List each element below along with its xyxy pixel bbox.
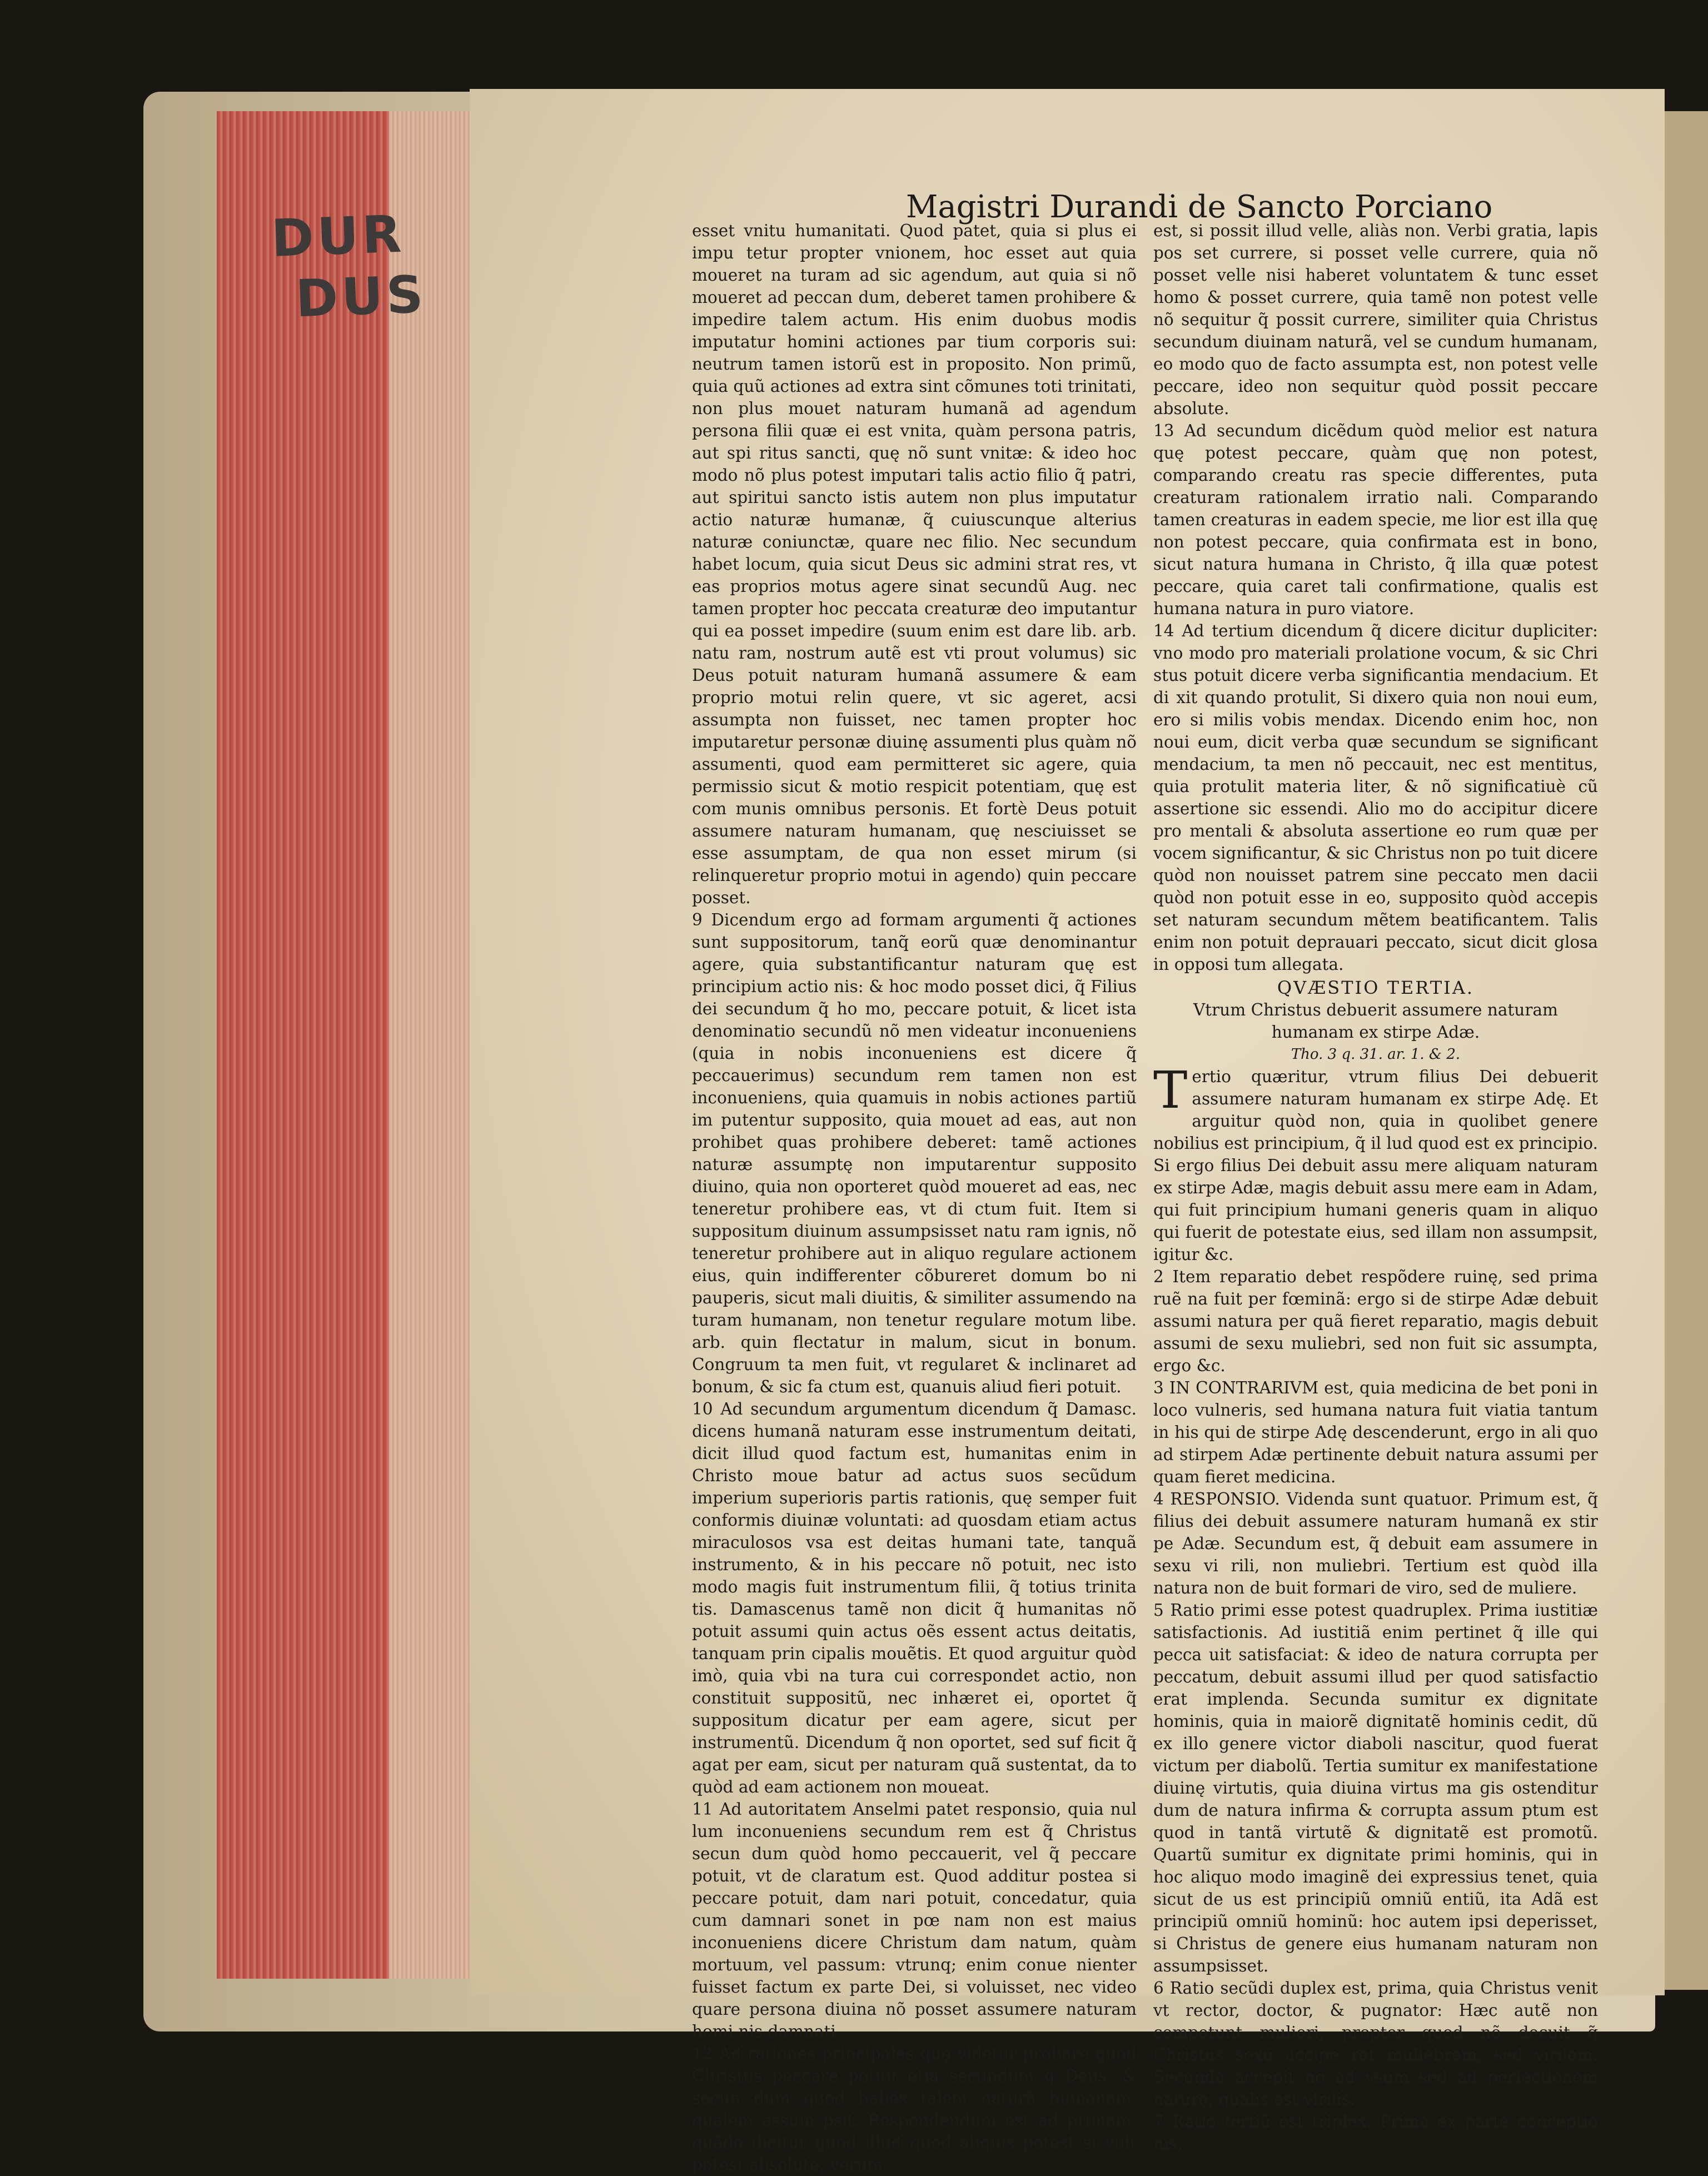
question-paragraph-6: 6 Ratio secũdi duplex est, prima, quia Christus venit vt rector, doctor, & pugnator: Hæc autẽ non competunt mulieri, propter quod nõ decuit q̃ Christus sexũ accipe ret muliebrem, sed virilem. Secunda accepit nõ ad vsum sed ad perfectionem naturę, qualis est virilis. [1153, 1979, 1598, 2109]
question-heading: QVÆSTIO TERTIA. [1277, 977, 1475, 998]
spine-label-line-2: DUS [295, 265, 428, 329]
question-paragraph-5: 5 Ratio primi esse potest quadruplex. Prima iustitiæ satisfactionis. Ad iustitiã enim pertinet q̃ ille qui pecca uit satisfaciat: & ideo de natura corrupta per peccatum, debuit assumi illud per quod satisfactio erat implenda. Secunda sumitur ex dignitate hominis, quia in maiorẽ dignitatẽ hominis cedit, dũ ex illo genere victor diaboli nascitur, quod fuerat victum per diabolũ. Tertia sumitur ex manifestatione diuinę virtutis, quia diuina virtus ma gis ostenditur dum de natura infirma & corrupta assum ptum est quod in tantã virtutẽ & dignitatẽ est promotũ. Quartũ sumitur ex dignitate primi hominis, qui in hoc aliquo modo imaginẽ dei expressius tenet, quia sicut de us est principiũ omniũ entiũ, ita Adã est principiũ omniũ hominũ: hoc autem ipsi deperisset, si Christus de genere eius humanam naturam non assumpsisset. [1153, 1601, 1598, 1975]
question-first-paragraph [1153, 1060, 1598, 1266]
left-column [692, 220, 1137, 2176]
left-paragraph-4: 11 Ad autoritatem Anselmi patet responsio, quia nul lum inconueniens secundum rem est q̃ Christus secun dum quòd homo peccauerit, vel q̃ peccare potuit, vt de claratum est. Quod additur postea si peccare potuit, dam nari potuit, concedatur, quia cum damnari sonet in pœ nam non est maius inconueniens dicere Christum dam natum, quàm mortuum, vel passum: vtrunq; enim conue nienter fuisset factum ex parte Dei, si voluisset, nec video quare persona diuina nõ posset assumere naturam homi nis damnati. [692, 1800, 1137, 2041]
right-column [1153, 220, 1598, 2155]
left-paragraph-3: 10 Ad secundum argumentum dicendum q̃ Damasc. dicens humanã naturam esse instrumentum deitati, dicit illud quod factum est, humanitas enim in Christo moue batur ad actus suos secũdum imperium superioris partis rationis, quę semper fuit conformis diuinæ voluntati: ad quosdam etiam actus miraculosos vsa est deitas humani tate, tanquã instrumento, & in his peccare nõ potuit, nec isto modo magis fuit instrumentum filii, q̃ totius trinita tis. Damascenus tamẽ non dicit q̃ humanitas nõ potuit assumi quin actus oẽs essent actus deitatis, tanquam prin cipalis mouẽtis. Et quod arguitur quòd imò, quia vbi na tura cui correspondet actio, non constituit suppositũ, nec inhæret ei, oportet q̃ suppositum dicatur per eam agere, sicut per instrumentũ. Dicendum q̃ non oportet, sed suf ficit q̃ agat per eam, sicut per naturam quã sustentat, da to quòd ad eam actionem non moueat. [692, 1400, 1137, 1796]
question-paragraph-2: 2 Item reparatio debet respõdere ruinę, sed prima ruẽ na fuit per fœminã: ergo si de stirpe Adæ debuit assumi natura per quã fieret reparatio, magis debuit assumi de sexu muliebri, sed non fuit sic assumpta, ergo &c. [1153, 1267, 1598, 1375]
right-paragraph-1: est, si possit illud velle, aliàs non. Verbi gratia, lapis pos set currere, si posset velle currere, quia nõ posset velle nisi haberet voluntatem & tunc esset homo & posset currere, quia tamẽ non potest velle nõ sequitur q̃ possit currere, similiter quia Christus secundum diuinam naturã, vel se cundum humanam, eo modo quo de facto assumpta est, non potest velle peccare, ideo non sequitur quòd possit peccare absolute. [1153, 221, 1598, 418]
drop-cap: T [1153, 1060, 1188, 1120]
question-paragraph-4: 4 RESPONSIO. Videnda sunt quatuor. Primum est, q̃ filius dei debuit assumere naturam humanã ex stir pe Adæ. Secundum est, q̃ debuit eam assumere in sexu vi rili, non muliebri. Tertium est quòd illa natura non de buit formari de viro, sed de muliere. [1153, 1490, 1598, 1597]
left-paragraph-1: esset vnitu humanitati. Quod patet, quia si plus ei impu tetur propter vnionem, hoc esset aut quia moueret na turam ad sic agendum, aut quia si nõ moueret ad peccan dum, deberet tamen prohibere & impedire talem actum. His enim duobus modis imputatur homini actiones par tium corporis sui: neutrum tamen istorũ est in proposito. Non primũ, quia quũ actiones ad extra sint cõmunes toti trinitati, non plus mouet naturam humanã ad agendum persona filii quæ ei est vnita, quàm persona patris, aut spi ritus sancti, quę nõ sunt vnitæ: & ideo hoc modo nõ plus potest imputari talis actio filio q̃ patri, aut spiritui sancto istis autem non plus imputatur actio naturæ humanæ, q̃ cuiuscunque alterius naturæ coniunctæ, quare nec filio. Nec secundum habet locum, quia sicut Deus sic admini strat res, vt eas proprios motus agere sinat secundũ Aug. nec tamen propter hoc peccata creaturæ deo imputantur qui ea posset impedire (suum enim est dare lib. arb. natu ram, nostrum autẽ est vti prout volumus) sic Deus potuit naturam humanã assumere & eam proprio motui relin quere, vt sic ageret, acsi assumpta non fuisset, nec tamen propter hoc imputaretur personæ diuinę assumenti plus quàm nõ assumenti, quod eam permitteret sic agere, quia permissio sicut & motio respicit potentiam, quę est com munis omnibus personis. Et fortè Deus potuit assumere naturam humanam, quę nesciuisset se esse assumptam, de qua non esset mirum (si relinqueretur proprio motui in agendo) quin peccare posset. [692, 221, 1137, 907]
page-edge-light [389, 111, 478, 1979]
running-head: Magistri Durandi de Sancto Porciano [906, 189, 1493, 225]
spine-label-line-1: DUR [270, 204, 406, 268]
question-title-line-1: Vtrum Christus debuerit assumere naturam [1193, 1000, 1558, 1019]
question-title-line-2: humanam ex stirpe Adæ. [1271, 1023, 1480, 1042]
left-paragraph-2: 9 Dicendum ergo ad formam argumenti q̃ actiones sunt suppositorum, tanq̃ eorũ quæ denominantur agere, quia substantificantur naturam quę est principium actio nis: & hoc modo posset dici, q̃ Filius dei secundum q̃ ho mo, peccare potuit, & licet ista denominatio secundũ nõ men videatur inconueniens (quia in nobis inconueniens est dicere q̃ peccauerimus) secundum rem tamen non est inconueniens, quia quamuis in nobis actiones partiũ im putentur supposito, quia mouet ad eas, aut non prohibet quas prohibere deberet: tamẽ actiones naturæ assumptę non imputarentur supposito diuino, quia non oporteret quòd moueret ad eas, nec teneretur prohibere eas, vt di ctum fuit. Item si suppositum diuinum assumpsisset natu ram ignis, nõ teneretur prohibere aut in aliquo regulare actionem eius, quin indifferenter cõbureret domum bo ni pauperis, sicut mali diuitis, & similiter assumendo na turam humanam, non tenetur regulare motum libe. arb. quin flectatur in malum, sicut in bonum. Congruum ta men fuit, vt regularet & inclinaret ad bonum, & sic fa ctum est, quanuis aliud fieri potuit. [692, 910, 1137, 1396]
left-paragraph-5: 12 Ad rationes principales quę videtur probare quòd Christus peccare potuit etiã secundum q̃ Deus, & secun dum quòd habẽs talem naturã humanam, qualem assum psit. Respondendum est ad primam, quãdo dicitur quòd illud quod aliquis potest si vult potest absolutè, verum [692, 2044, 1137, 2174]
question-reference: Tho. 3 q. 31. ar. 1. & 2. [1291, 1046, 1461, 1063]
spine-label [270, 203, 427, 330]
right-paragraph-3: 14 Ad tertium dicendum q̃ dicere dicitur dupliciter: vno modo pro materiali prolatione vocum, & sic Chri stus potuit dicere verba significantia mendacium. Et di xit quando protulit, Si dixero quia non noui eum, ero si milis vobis mendax. Dicendo enim hoc, non noui eum, dicit verba quæ secundum se significant mendacium, ta men nõ peccauit, nec est mentitus, quia protulit materia liter, & nõ significatiuè cũ assertione sic essendi. Alio mo do accipitur dicere pro mentali & absoluta assertione eo rum quæ per vocem significantur, & sic Christus non po tuit dicere quòd non nouisset patrem sine peccato men dacii quòd non potuit esse in eo, supposito quòd accepis set naturam secundum mẽtem beatificantem. Talis enim non potuit deprauari peccato, sicut dicit glosa in opposi tum allegata. [1153, 621, 1598, 974]
right-paragraph-2: 13 Ad secundum dicẽdum quòd melior est natura quę potest peccare, quàm quę non potest, comparando creatu ras specie differentes, puta creaturam rationalem irratio nali. Comparando tamen creaturas in eadem specie, me lior est illa quę non potest peccare, quia confirmata est in bono, sicut natura humana in Christo, q̃ illa quæ potest peccare, quia caret tali confirmatione, qualis est humana natura in puro viatore. [1153, 421, 1598, 618]
question-paragraph-7: 7 Ratio tertiũ est triplex. Prima ex parte conceptio nis, [1153, 2112, 1598, 2153]
question-paragraph-3: 3 IN CONTRARIVM est, quia medicina de bet poni in loco vulneris, sed humana natura fuit viatia tantum in his qui de stirpe Adę descenderunt, ergo in ali quo ad stirpem Adæ pertinente debuit natura assumi per quam fieret medicina. [1153, 1378, 1598, 1486]
facing-page-edge [1665, 111, 1708, 1990]
first-paragraph-text: ertio quæritur, vtrum filius Dei debuerit assumere naturam humanam ex stirpe Adę. Et arguitur quòd non, quia in quolibet genere nobilius est principium, q̃ il lud quod est ex principio. Si ergo filius Dei debuit assu mere aliquam naturam ex stirpe Adæ, magis debuit assu mere eam in Adam, qui fuit principium humani generis quam in aliquo qui fuerit de potestate eius, sed illam non assumpsit, igitur &c. [1153, 1067, 1598, 1264]
